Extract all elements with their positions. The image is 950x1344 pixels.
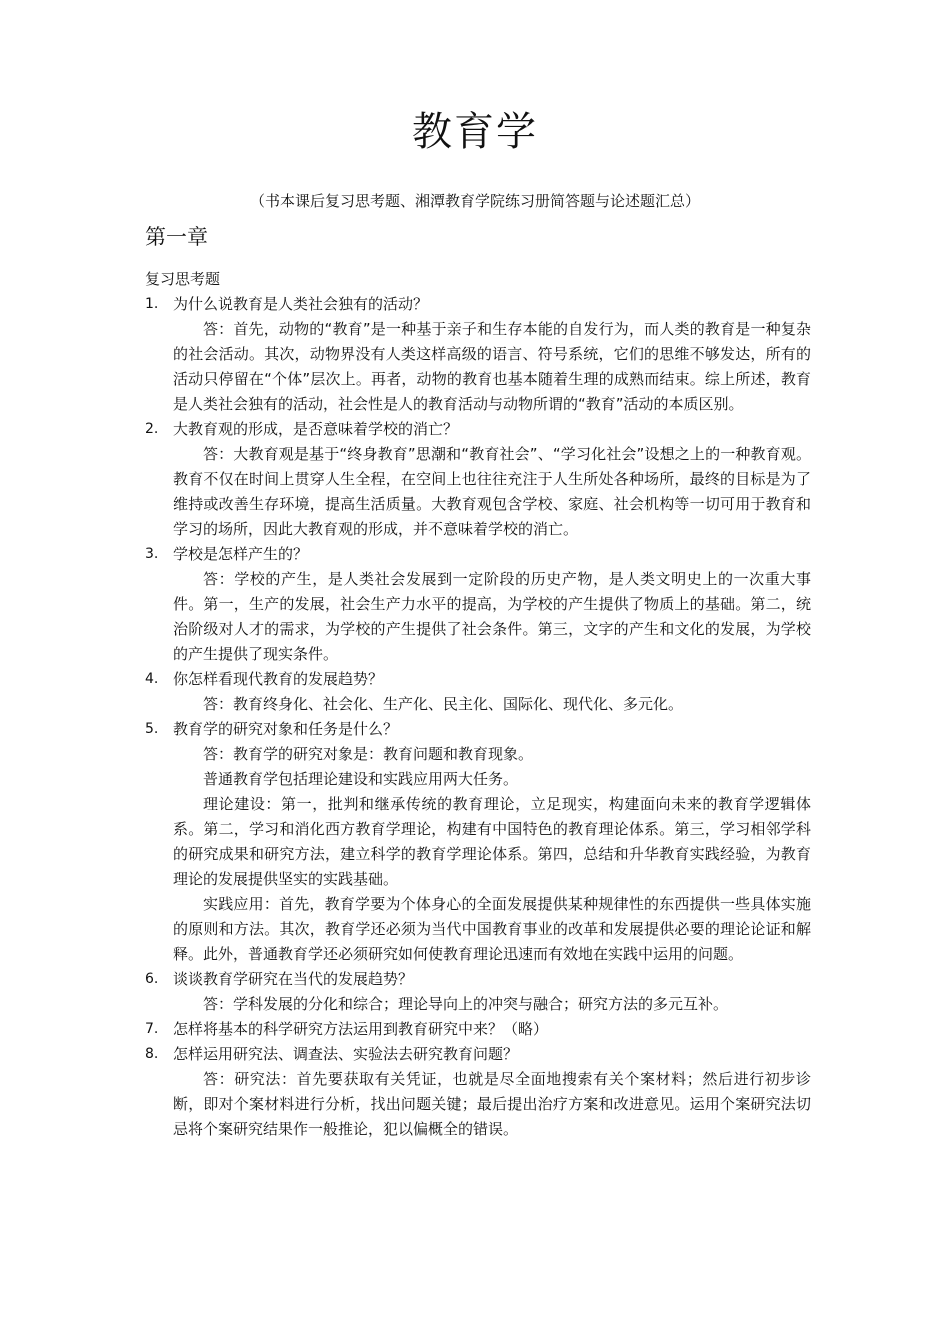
question-item [145, 1017, 811, 1042]
document-subtitle: （书本课后复习思考题、湘潭教育学院练习册简答题与论述题汇总） [249, 192, 700, 210]
question-text: 大教育观的形成，是否意味着学校的消亡？ [173, 420, 459, 438]
question-row [145, 967, 811, 992]
question-row [145, 1017, 811, 1042]
question-item [145, 1042, 811, 1142]
answer-paragraph: 答：教育学的研究对象是：教育问题和教育现象。 [203, 745, 534, 763]
question-text: 怎样运用研究法、调查法、实验法去研究教育问题？ [173, 1045, 519, 1063]
answer-block [145, 1067, 811, 1142]
question-number: 7. [145, 1021, 159, 1037]
document-body [145, 267, 811, 1142]
question-number: 1. [145, 296, 159, 312]
answer-paragraph: 普通教育学包括理论建设和实践应用两大任务。 [203, 770, 519, 788]
question-number: 3. [145, 546, 159, 562]
question-number: 4. [145, 671, 159, 687]
answer-paragraph: 实践应用：首先，教育学要为个体身心的全面发展提供某种规律性的东西提供一些具体实施的原则和方法。其次，教育学还必须为当代中国教育事业的改革和发展提供必要的理论论证和解释。此外，普通教育学还必须研究如何使教育理论迅速而有效地在实践中运用的问题。 [173, 895, 811, 963]
question-number: 6. [145, 971, 159, 987]
question-text: 谈谈教育学研究在当代的发展趋势？ [173, 970, 414, 988]
question-item [145, 967, 811, 1017]
question-list [145, 292, 811, 1142]
answer-block [145, 742, 811, 967]
question-text: 教育学的研究对象和任务是什么？ [173, 720, 399, 738]
question-text: 学校是怎样产生的？ [173, 545, 309, 563]
answer-block [145, 442, 811, 542]
answer-paragraph: 答：大教育观是基于“终身教育”思潮和“教育社会”、“学习化社会”设想之上的一种教育观。教育不仅在时间上贯穿人生全程，在空间上也往往充注于人生所处各种场所，最终的目标是为了维持或改善生存环境，提高生活质量。大教育观包含学校、家庭、社会机构等一切可用于教育和学习的场所，因此大教育观的形成，并不意味着学校的消亡。 [173, 445, 811, 538]
answer-paragraph: 答：教育终身化、社会化、生产化、民主化、国际化、现代化、多元化。 [203, 695, 684, 713]
question-row [145, 292, 811, 317]
question-text: 怎样将基本的科学研究方法运用到教育研究中来？（略） [173, 1020, 549, 1038]
question-item [145, 667, 811, 717]
question-item [145, 717, 811, 967]
answer-paragraph: 答：首先，动物的“教育”是一种基于亲子和生存本能的自发行为，而人类的教育是一种复杂的社会活动。其次，动物界没有人类这样高级的语言、符号系统，它们的思维不够发达，所有的活动只停留在“个体”层次上。再者，动物的教育也基本随着生理的成熟而结束。综上所述，教育是人类社会独有的活动，社会性是人的教育活动与动物所谓的“教育”活动的本质区别。 [173, 320, 811, 413]
question-row [145, 417, 811, 442]
document-title: 教育学 [412, 109, 538, 155]
question-number: 8. [145, 1046, 159, 1062]
question-text: 为什么说教育是人类社会独有的活动？ [173, 295, 429, 313]
question-row [145, 542, 811, 567]
answer-paragraph: 答：学校的产生，是人类社会发展到一定阶段的历史产物，是人类文明史上的一次重大事件。第一，生产的发展，社会生产力水平的提高，为学校的产生提供了物质上的基础。第二，统治阶级对人才的需求，为学校的产生提供了社会条件。第三，文字的产生和文化的发展，为学校的产生提供了现实条件。 [173, 570, 811, 663]
section-heading: 复习思考题 [145, 270, 221, 288]
answer-block [145, 692, 811, 717]
question-row [145, 667, 811, 692]
question-number: 5. [145, 721, 159, 737]
question-item [145, 417, 811, 542]
question-row [145, 717, 811, 742]
chapter-heading: 第一章 [145, 225, 208, 249]
question-text: 你怎样看现代教育的发展趋势？ [173, 670, 384, 688]
answer-block [145, 317, 811, 417]
question-item [145, 292, 811, 417]
answer-block [145, 992, 811, 1017]
answer-block [145, 567, 811, 667]
question-number: 2. [145, 421, 159, 437]
answer-paragraph: 答：学科发展的分化和综合；理论导向上的冲突与融合；研究方法的多元互补。 [203, 995, 729, 1013]
question-item [145, 542, 811, 667]
answer-paragraph: 理论建设：第一，批判和继承传统的教育理论，立足现实，构建面向未来的教育学逻辑体系。第二，学习和消化西方教育学理论，构建有中国特色的教育理论体系。第三，学习相邻学科的研究成果和研究方法，建立科学的教育学理论体系。第四，总结和升华教育实践经验，为教育理论的发展提供坚实的实践基础。 [173, 795, 811, 888]
question-row [145, 1042, 811, 1067]
answer-paragraph: 答：研究法：首先要获取有关凭证，也就是尽全面地搜索有关个案材料；然后进行初步诊断，即对个案材料进行分析，找出问题关键；最后提出治疗方案和改进意见。运用个案研究法切忌将个案研究结果作一般推论，犯以偏概全的错误。 [173, 1070, 811, 1138]
